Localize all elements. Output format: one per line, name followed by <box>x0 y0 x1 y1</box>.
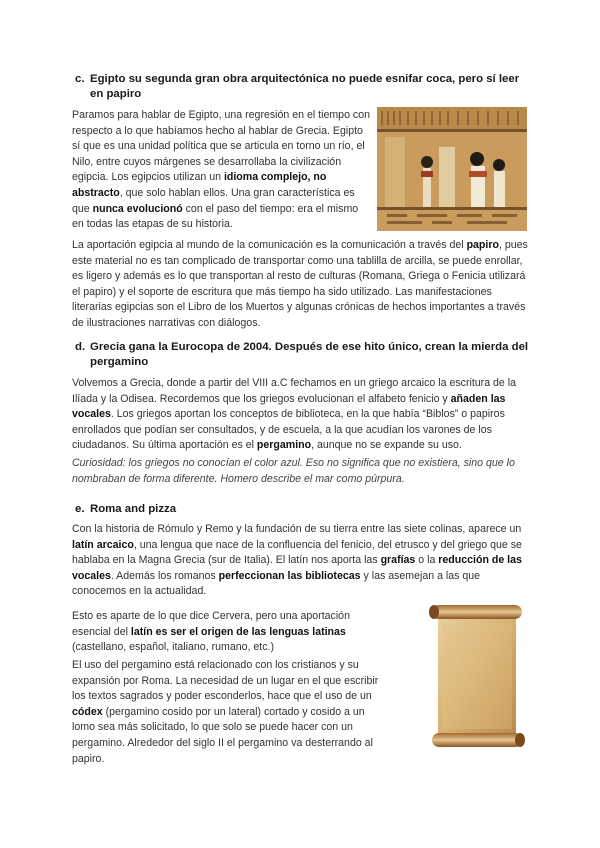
para-latin <box>72 609 372 656</box>
bold-term: añaden las vocales <box>72 392 506 421</box>
bold-term: pergamino <box>256 439 312 452</box>
text-run: , una lengua que nace de la confluencia del fenicio, del etrusco y del griego que se hablaba en la Magna Grecia (sur de Italia). El latín nos aporta las <box>72 538 522 567</box>
bold-term: papiro <box>466 239 499 251</box>
heading-text: Egipto su segunda gran obra arquitectónica no puede esnifar coca, pero sí leer en papiro <box>90 73 520 100</box>
text-run: (castellano, español, italiano, rumano, etc.) <box>72 641 274 654</box>
section-letter: d. <box>75 341 86 353</box>
heading-roma <box>75 502 530 517</box>
text-run: , aunque no se expande su uso. <box>311 439 462 452</box>
text-run: Esto es aparte de lo que dice Cervera, pero una aportación esencial del <box>72 610 350 638</box>
heading-egipto <box>75 72 530 102</box>
bold-term: grafías <box>380 554 416 567</box>
para-egipto-papiro <box>72 238 530 332</box>
parchment-scroll-image <box>428 603 526 749</box>
text-run: y las asemejan a las que conocemos en la actualidad. <box>72 569 481 598</box>
text-run: . Además los romanos <box>110 569 219 582</box>
text-run: La aportación egipcia al mundo de la comunicación es la comunicación a través del <box>72 239 467 251</box>
text-run: Volvemos a Grecia, donde a partir del VIII a.C fechamos en un griego arcaico la escritura de la Ilíada y la Odisea. Recordemos que los griegos evolucionan el alfabeto fenicio y <box>72 377 516 405</box>
text-run: Con la historia de Rómulo y Remo y la fundación de su tierra entre las siete colinas, aparece un <box>72 523 522 535</box>
heading-text: Grecia gana la Eurocopa de 2004. Después de ese hito único, crean la mierda del pergamino <box>90 341 529 368</box>
para-grecia <box>72 376 530 454</box>
para-egipto-intro <box>72 108 372 233</box>
text-run: con el paso del tiempo: era el mismo en todas las etapas de su historia. <box>72 202 359 231</box>
bold-term: códex <box>72 705 103 718</box>
text-run: . Los griegos aportan los conceptos de biblioteca, en la que había “Biblos” o papiros enrollados que podían ser consultados, y de escuela, a la que acudían los varones de los ciudadanos. Su última aportación es el <box>72 408 505 452</box>
bold-term: perfeccionan las bibliotecas <box>218 569 361 582</box>
para-roma <box>72 522 530 600</box>
curiosity-note: Curiosidad: los griegos no conocían el color azul. Eso no significa que no existiera, sino que lo nombraban de forma diferente. Homero describe el mar como púrpura. <box>72 457 515 485</box>
bold-term: idioma complejo, no abstracto <box>72 171 327 199</box>
text-run: , pues este material no es tan complicado de transportar como una tablilla de arcilla, se puede enrollar, es ligero y además es lo que transportan al resto de culturas (Romana, Griega o Fenicia utilizará el papiro) y el soporte de escritura que más tiempo ha sido utilizado. Las manifestaciones literarias egipcias son el Libro de los Muertos y algunas crónicas de hechos importantes a través de ilustraciones narrativas con diálogos. <box>72 239 528 329</box>
para-pergamino <box>72 658 380 767</box>
text-run: Paramos para hablar de Egipto, una regresión en el tiempo con respecto a lo que habíamos hecho al hablar de Grecia. Egipto sí que es una unidad política que se articula en torno un río, el Nilo, entre cuyos márgenes se desarrollaba la civilización egipcia. Los egipcios utilizan un <box>72 109 370 184</box>
bold-term: latín arcaico <box>72 538 134 551</box>
bold-term: nunca evolucionó <box>92 202 183 215</box>
text-run: El uso del pergamino está relacionado con los cristianos y su expansión por Roma. La necesidad de un lugar en el que escribir los textos sagrados y poder esconderlos, hace que el uso de un <box>72 659 379 703</box>
bold-term: reducción de las vocales <box>72 554 522 582</box>
section-letter: e. <box>75 503 85 515</box>
text-run: o la <box>415 554 439 567</box>
bold-term: latín es ser el origen de las lenguas latinas <box>130 625 346 638</box>
text-run: , que solo hablan ellos. Una gran característica es que <box>72 186 355 215</box>
heading-grecia <box>75 340 530 370</box>
section-letter: c. <box>75 73 85 85</box>
heading-text: Roma and pizza <box>90 503 177 515</box>
egyptian-papyrus-image <box>377 107 527 231</box>
text-run: (pergamino cosido por un lateral) cortado y cosido a un lomo sea más solicitado, lo que solo se puede hacer con un pergamino. Alrededor del siglo II el pergamino va desterrando al papiro. <box>72 705 373 765</box>
